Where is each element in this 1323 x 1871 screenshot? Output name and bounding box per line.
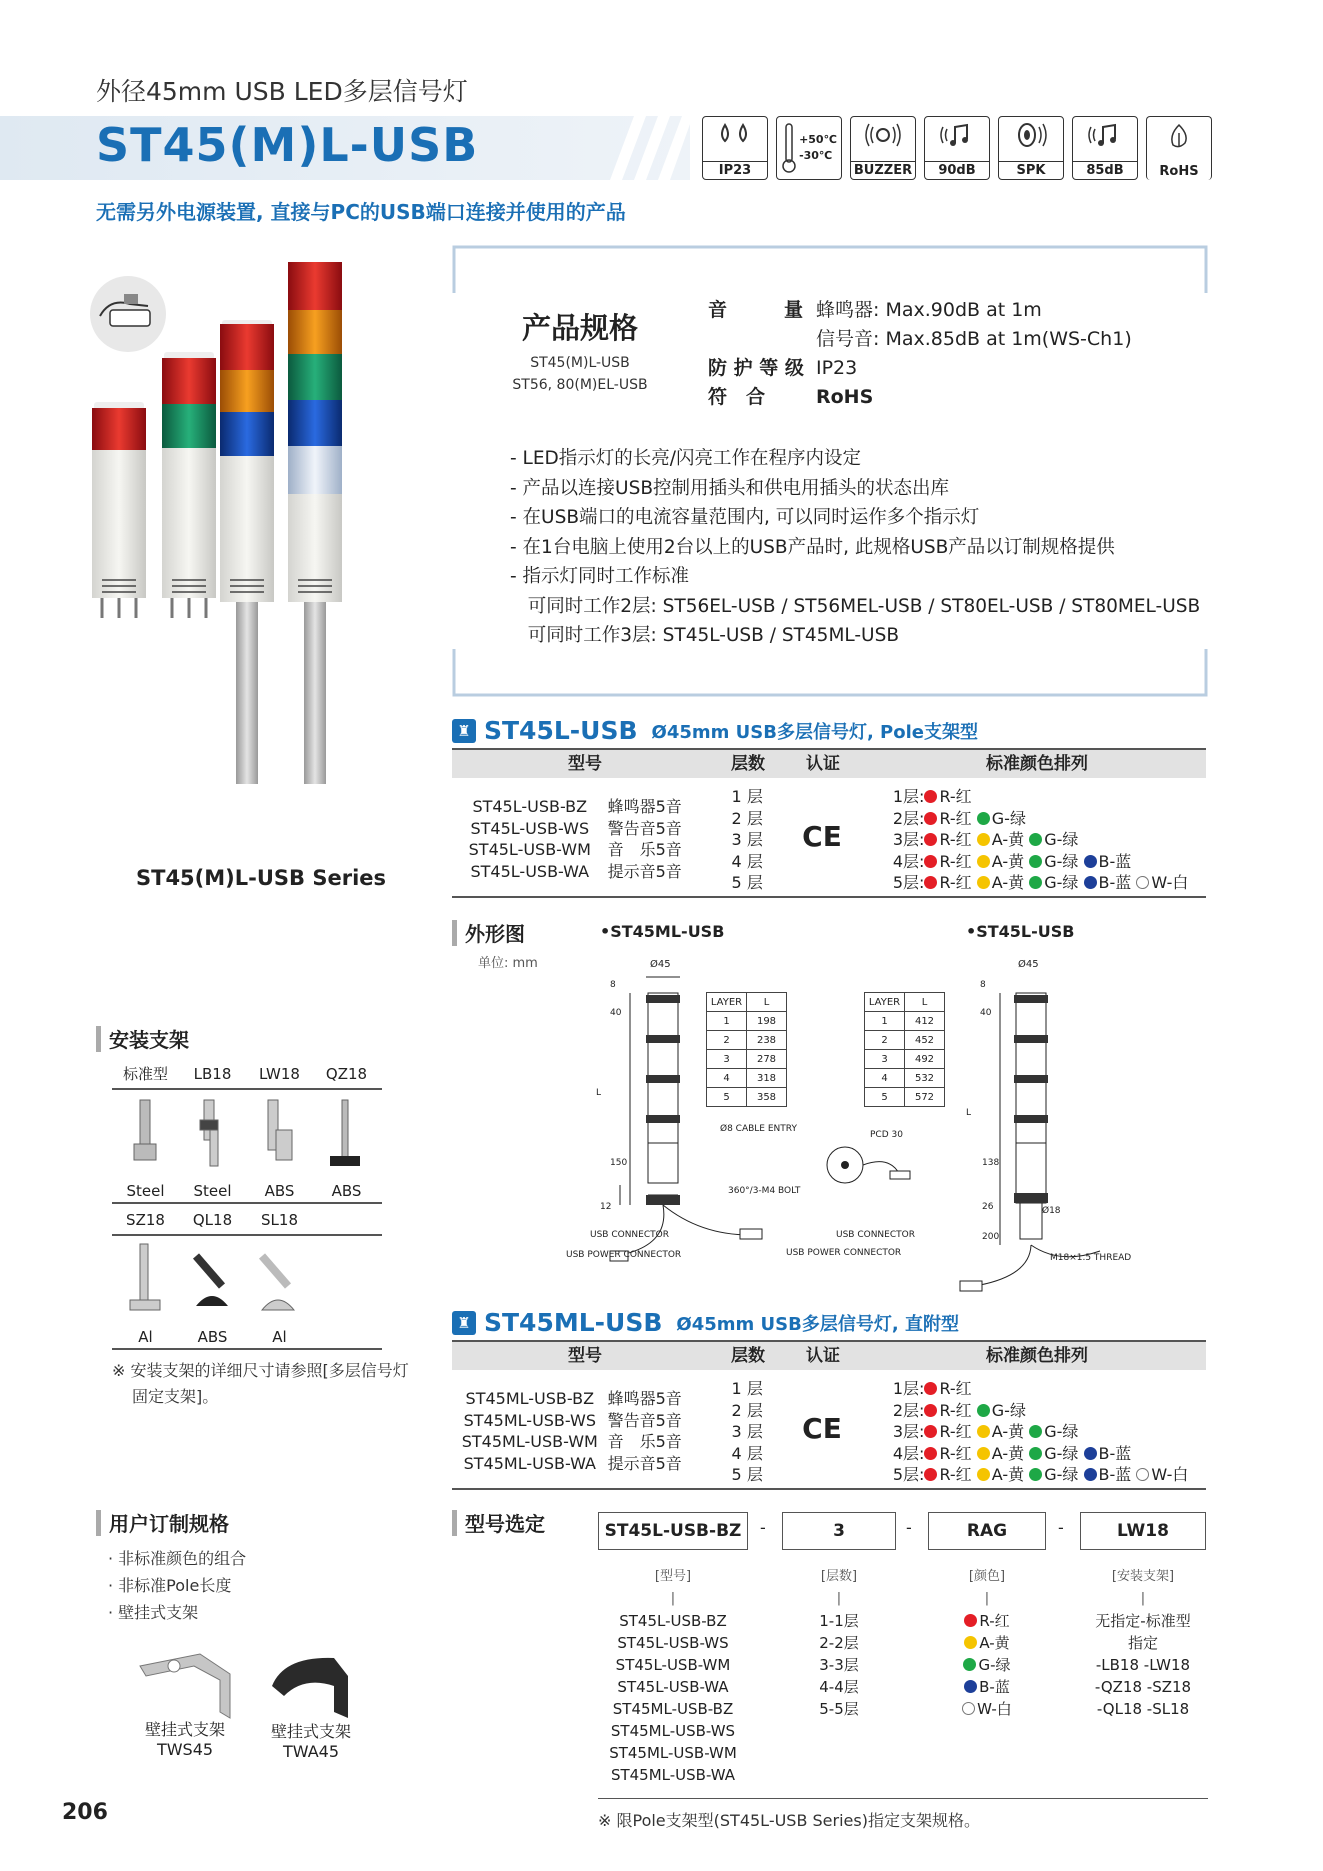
music-note-icon: 90dB bbox=[924, 116, 990, 180]
svg-text:40: 40 bbox=[610, 1008, 622, 1018]
st45l-table: 型号 层数 认证 标准颜色排列 ST45L-USB-BZ ST45L-USB-WS ST45L-USB-WM ST45L-USB-WA 蜂鸣器5音 警告音5音 音 乐5音 提示音5音 1 层 2 层 3 层 4 层 5 层 CE 1层: R-红 2层: R-红 G-绿 3层: R-红 A-黄 G-绿 4层: R-红 A-黄 G-绿 B-蓝 5层: R-红 A-黄 G-绿 B-蓝 W-白 bbox=[452, 748, 1206, 898]
svg-text:150: 150 bbox=[610, 1158, 628, 1168]
sel-bracket-box: LW18 bbox=[1080, 1512, 1206, 1550]
spec-values: 音 量 蜂鸣器: Max.90dB at 1m 信号音: Max.85dB at 1m(WS-Ch1) 防 护 等 级 IP23 符 合 RoHS bbox=[708, 299, 1132, 408]
svg-text:L: L bbox=[966, 1108, 972, 1118]
outline-header: 外形图 bbox=[452, 918, 525, 947]
music-note-icon-2: 85dB bbox=[1072, 116, 1138, 180]
thermometer-icon: +50℃ -30℃ bbox=[776, 116, 842, 180]
page-title: ST45(M)L-USB bbox=[96, 118, 479, 172]
bracket-header: 安装支架 bbox=[96, 1024, 189, 1053]
spec-title: 产品规格 bbox=[522, 311, 639, 345]
tagline: 无需另外电源装置, 直接与PC的USB端口连接并使用的产品 bbox=[96, 200, 626, 224]
svg-text:8: 8 bbox=[610, 980, 616, 990]
page-subtitle: 外径45mm USB LED多层信号灯 bbox=[96, 77, 468, 106]
sel-model-box: ST45L-USB-BZ bbox=[598, 1512, 748, 1550]
selection-header: 型号选定 bbox=[452, 1508, 545, 1537]
svg-text:8: 8 bbox=[980, 980, 986, 990]
svg-text:40: 40 bbox=[980, 1008, 992, 1018]
svg-text:12: 12 bbox=[600, 1202, 612, 1212]
dash-3: - bbox=[1058, 1518, 1064, 1537]
custom-list: · 非标准颜色的组合 · 非标准Pole长度 · 壁挂式支架 bbox=[108, 1549, 247, 1622]
l-label: •ST45L-USB bbox=[966, 922, 1075, 941]
spec-notes: - LED指示灯的长亮/闪亮工作在程序内设定 - 产品以连接USB控制用插头和供电用插头的状态出库 - 在USB端口的电流容量范围内, 可以同时运作多个指示灯 - 在1台电脑上使用2台以上的USB产品时, 此规格USB产品以订制规格提供 - 指示灯同时工作标准 可同时工作2层: ST56EL-USB / ST56MEL-USB / ST80EL-USB / ST80MEL-USB 可同时工作3层: ST45L-USB / ST45ML-USB bbox=[510, 448, 1201, 646]
product-photo bbox=[86, 262, 416, 852]
buzzer-icon: BUZZER bbox=[850, 116, 916, 180]
svg-text:Ø45: Ø45 bbox=[650, 959, 671, 970]
svg-text:M18×1.5 THREAD: M18×1.5 THREAD bbox=[1050, 1253, 1132, 1263]
svg-text:26: 26 bbox=[982, 1202, 994, 1212]
spec-models: ST45(M)L-USB ST56, 80(M)EL-USB bbox=[512, 355, 648, 393]
page-number: 206 bbox=[62, 1800, 108, 1825]
decor-stripes bbox=[590, 116, 690, 180]
ip23-icon: IP23 bbox=[702, 116, 768, 180]
svg-text:360°/3-M4 BOLT: 360°/3-M4 BOLT bbox=[728, 1186, 801, 1196]
svg-text:PCD 30: PCD 30 bbox=[870, 1130, 903, 1140]
sel-color-options: [颜色] | R-红 A-黄 G-绿 B-蓝 W-白 bbox=[928, 1566, 1046, 1720]
svg-text:USB CONNECTOR: USB CONNECTOR bbox=[590, 1230, 669, 1240]
dash-2: - bbox=[906, 1518, 912, 1537]
sel-bracket-options: [安装支架] | 无指定-标准型 指定 -LB18 -LW18 -QZ18 -SZ18 -QL18 -SL18 bbox=[1094, 1569, 1192, 1718]
dash-1: - bbox=[760, 1518, 766, 1537]
rohs-icon: RoHS bbox=[1146, 116, 1212, 180]
custom-header: 用户订制规格 bbox=[96, 1508, 229, 1537]
bracket-table: 标准型 LB18 LW18 QZ18 Steel Steel ABS ABS SZ18 QL18 SL18 Al ABS Al bbox=[112, 1060, 382, 1350]
wall-bracket-images bbox=[134, 1646, 374, 1722]
st45ml-table: 型号 层数 认证 标准颜色排列 ST45ML-USB-BZ ST45ML-USB-WS ST45ML-USB-WM ST45ML-USB-WA 蜂鸣器5音 警告音5音 音 乐5音 提示音5音 1 层 2 层 3 层 4 层 5 层 CE 1层: R-红 2层: R-红 G-绿 3层: R-红 A-黄 G-绿 4层: R-红 A-黄 G-绿 B-蓝 5层: R-红 A-黄 G-绿 B-蓝 W-白 bbox=[452, 1340, 1206, 1490]
bracket-images-2 bbox=[112, 1236, 382, 1322]
bracket-images-1 bbox=[112, 1090, 382, 1176]
lamp-icon: ♜ bbox=[452, 719, 476, 743]
ce-mark: CE bbox=[802, 820, 842, 853]
ce-mark-2: CE bbox=[802, 1412, 842, 1445]
footer-rule bbox=[598, 1798, 1208, 1799]
svg-text:USB CONNECTOR: USB CONNECTOR bbox=[836, 1230, 915, 1240]
lamp-icon-2: ♜ bbox=[452, 1311, 476, 1335]
ml-dimension-table: LAYER L 1 198 2 238 3 278 4 318 5 358 bbox=[706, 992, 787, 1107]
svg-text:L: L bbox=[596, 1088, 602, 1098]
svg-text:USB POWER CONNECTOR: USB POWER CONNECTOR bbox=[566, 1250, 682, 1260]
wall-bracket-1: 壁挂式支架 TWS45 bbox=[144, 1720, 225, 1759]
svg-text:Ø45: Ø45 bbox=[1018, 959, 1039, 970]
svg-text:Ø8 CABLE ENTRY: Ø8 CABLE ENTRY bbox=[720, 1124, 797, 1134]
sel-model-options: [型号] | ST45L-USB-BZ ST45L-USB-WS ST45L-USB-WM ST45L-USB-WA ST45ML-USB-BZ ST45ML-USB-WS ST45ML-USB-WM ST45ML-USB-WA bbox=[609, 1569, 737, 1784]
sel-color-box: RAG bbox=[928, 1512, 1046, 1550]
wall-bracket-2: 壁挂式支架 TWA45 bbox=[270, 1722, 351, 1761]
l-dimension-table: LAYER L 1 412 2 452 3 492 4 532 5 572 bbox=[864, 992, 945, 1107]
spec-icons bbox=[702, 116, 1212, 180]
bracket-note: ※ 安装支架的详细尺寸请参照[多层信号灯固定支架]。 bbox=[112, 1361, 409, 1406]
svg-text:USB POWER CONNECTOR: USB POWER CONNECTOR bbox=[786, 1248, 902, 1258]
unit-label: 单位: mm bbox=[478, 956, 538, 971]
series-label: ST45(M)L-USB Series bbox=[136, 866, 387, 890]
speaker-icon: SPK bbox=[998, 116, 1064, 180]
sel-layer-options: [层数] | 1-1层 2-2层 3-3层 4-4层 5-5层 bbox=[819, 1569, 859, 1718]
ml-label: •ST45ML-USB bbox=[600, 922, 725, 941]
svg-text:138: 138 bbox=[982, 1158, 1000, 1168]
st45l-header: ♜ ST45L-USB Ø45mm USB多层信号灯, Pole支架型 bbox=[452, 716, 978, 745]
st45ml-header: ♜ ST45ML-USB Ø45mm USB多层信号灯, 直附型 bbox=[452, 1308, 959, 1337]
svg-text:200: 200 bbox=[982, 1232, 1000, 1242]
footnote: ※ 限Pole支架型(ST45L-USB Series)指定支架规格。 bbox=[598, 1811, 980, 1830]
svg-text:Ø18: Ø18 bbox=[1042, 1206, 1061, 1216]
sel-layer-box: 3 bbox=[782, 1512, 896, 1550]
